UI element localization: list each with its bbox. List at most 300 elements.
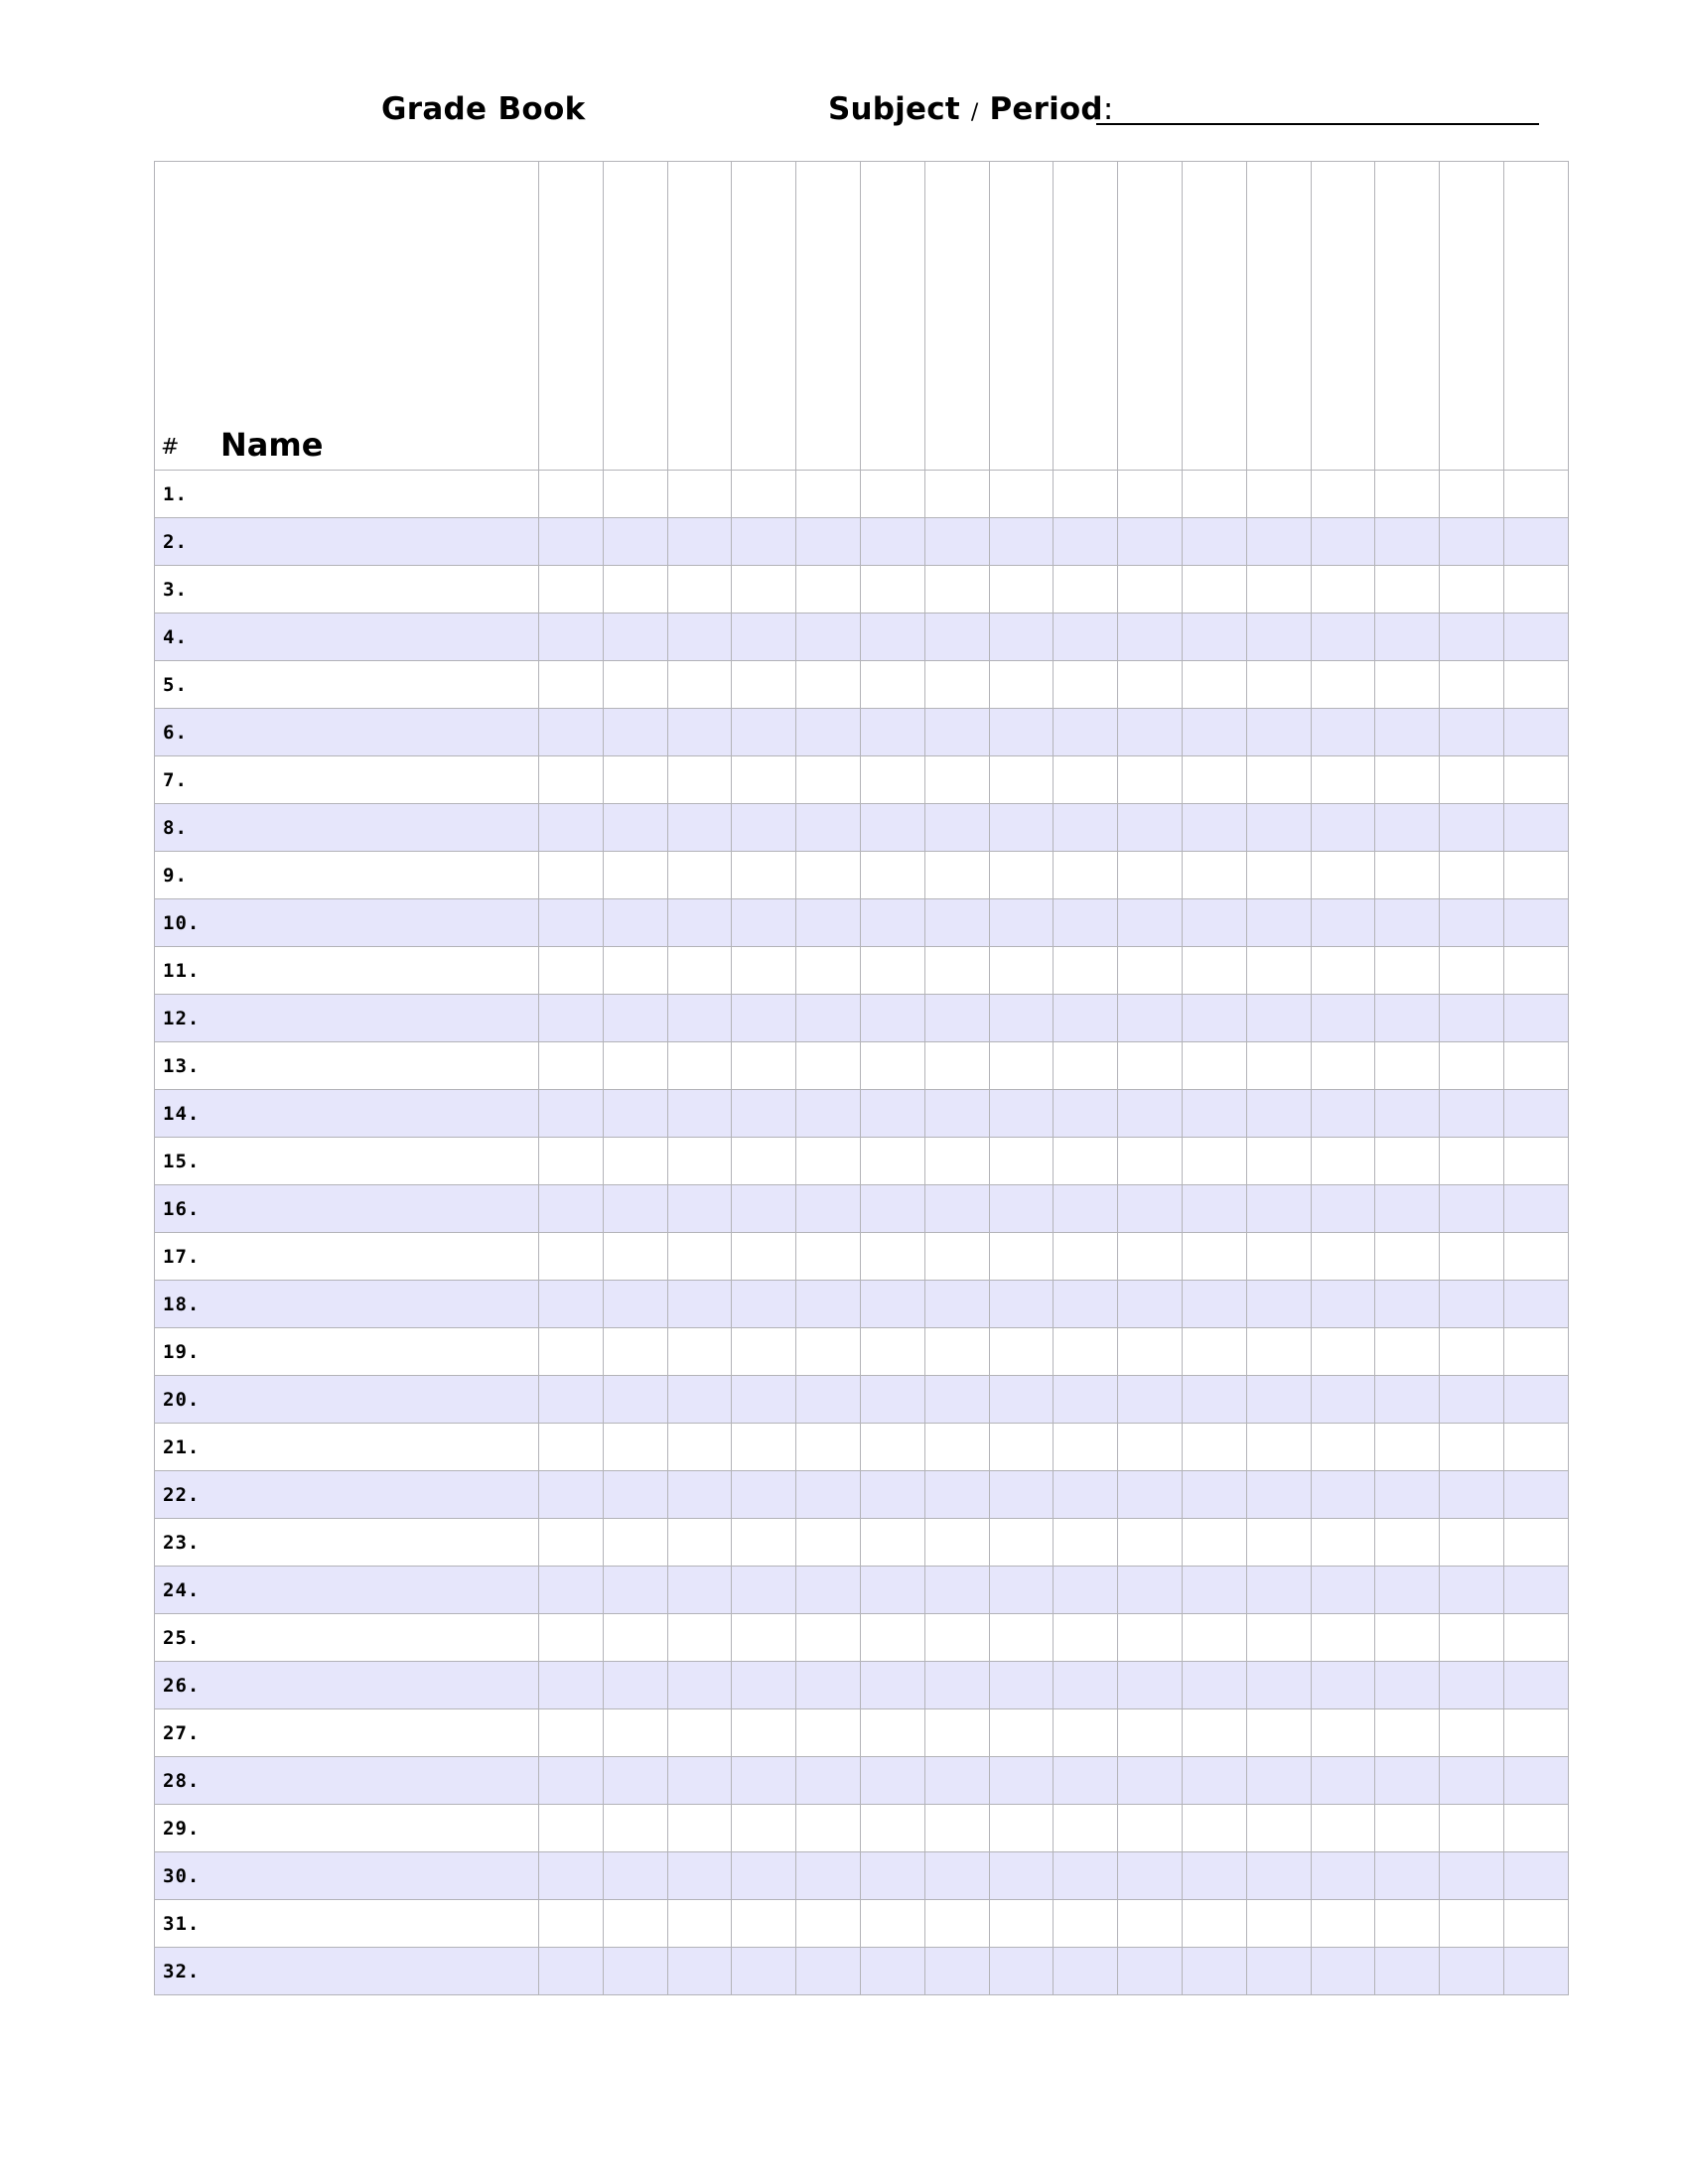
- grade-cell[interactable]: [860, 1233, 924, 1281]
- student-name-cell[interactable]: [155, 1138, 539, 1185]
- grade-cell[interactable]: [539, 756, 604, 804]
- grade-cell[interactable]: [1118, 899, 1183, 947]
- grade-column-header[interactable]: [1375, 162, 1440, 471]
- grade-cell[interactable]: [796, 566, 861, 614]
- grade-cell[interactable]: [860, 756, 924, 804]
- grade-cell[interactable]: [924, 1852, 989, 1900]
- grade-cell[interactable]: [603, 1614, 667, 1662]
- grade-cell[interactable]: [860, 899, 924, 947]
- grade-cell[interactable]: [1440, 1852, 1504, 1900]
- grade-cell[interactable]: [603, 1567, 667, 1614]
- grade-cell[interactable]: [989, 518, 1054, 566]
- grade-cell[interactable]: [1246, 1471, 1311, 1519]
- grade-cell[interactable]: [1375, 804, 1440, 852]
- student-name-cell[interactable]: [155, 1900, 539, 1948]
- grade-cell[interactable]: [1503, 1471, 1568, 1519]
- grade-cell[interactable]: [1503, 899, 1568, 947]
- grade-cell[interactable]: [1246, 1519, 1311, 1567]
- grade-cell[interactable]: [1182, 1662, 1246, 1709]
- grade-cell[interactable]: [667, 1567, 732, 1614]
- grade-cell[interactable]: [1182, 899, 1246, 947]
- grade-cell[interactable]: [1246, 1852, 1311, 1900]
- grade-column-header[interactable]: [796, 162, 861, 471]
- grade-cell[interactable]: [1118, 566, 1183, 614]
- grade-cell[interactable]: [1246, 1900, 1311, 1948]
- grade-cell[interactable]: [1182, 1233, 1246, 1281]
- grade-cell[interactable]: [1440, 995, 1504, 1042]
- grade-cell[interactable]: [603, 1900, 667, 1948]
- grade-cell[interactable]: [1311, 1614, 1375, 1662]
- grade-cell[interactable]: [1118, 1376, 1183, 1424]
- grade-cell[interactable]: [1182, 1900, 1246, 1948]
- grade-cell[interactable]: [989, 1138, 1054, 1185]
- grade-cell[interactable]: [1311, 1376, 1375, 1424]
- grade-cell[interactable]: [732, 1328, 796, 1376]
- grade-cell[interactable]: [1118, 1614, 1183, 1662]
- grade-cell[interactable]: [539, 1852, 604, 1900]
- grade-cell[interactable]: [667, 709, 732, 756]
- grade-cell[interactable]: [1246, 1376, 1311, 1424]
- grade-cell[interactable]: [1118, 1900, 1183, 1948]
- grade-cell[interactable]: [1118, 1662, 1183, 1709]
- student-name-cell[interactable]: [155, 899, 539, 947]
- grade-cell[interactable]: [1118, 1233, 1183, 1281]
- grade-cell[interactable]: [1182, 1614, 1246, 1662]
- grade-cell[interactable]: [1182, 1138, 1246, 1185]
- grade-cell[interactable]: [603, 1376, 667, 1424]
- grade-cell[interactable]: [924, 566, 989, 614]
- grade-cell[interactable]: [539, 566, 604, 614]
- grade-cell[interactable]: [539, 1042, 604, 1090]
- student-name-cell[interactable]: [155, 1328, 539, 1376]
- student-name-cell[interactable]: [155, 995, 539, 1042]
- grade-cell[interactable]: [1440, 1614, 1504, 1662]
- student-name-cell[interactable]: [155, 1948, 539, 1995]
- grade-cell[interactable]: [1246, 1805, 1311, 1852]
- grade-cell[interactable]: [1440, 566, 1504, 614]
- student-name-cell[interactable]: [155, 1185, 539, 1233]
- grade-cell[interactable]: [989, 471, 1054, 518]
- grade-cell[interactable]: [603, 1471, 667, 1519]
- grade-cell[interactable]: [732, 1519, 796, 1567]
- grade-column-header[interactable]: [1054, 162, 1118, 471]
- grade-cell[interactable]: [989, 1185, 1054, 1233]
- grade-cell[interactable]: [924, 756, 989, 804]
- grade-cell[interactable]: [924, 1376, 989, 1424]
- grade-cell[interactable]: [1375, 1614, 1440, 1662]
- grade-cell[interactable]: [989, 1948, 1054, 1995]
- grade-cell[interactable]: [1375, 1471, 1440, 1519]
- grade-cell[interactable]: [796, 899, 861, 947]
- grade-cell[interactable]: [1375, 1185, 1440, 1233]
- grade-cell[interactable]: [796, 471, 861, 518]
- grade-cell[interactable]: [1311, 566, 1375, 614]
- grade-cell[interactable]: [667, 1328, 732, 1376]
- grade-cell[interactable]: [1246, 518, 1311, 566]
- grade-cell[interactable]: [1375, 1519, 1440, 1567]
- grade-column-header[interactable]: [603, 162, 667, 471]
- grade-cell[interactable]: [1054, 1424, 1118, 1471]
- grade-cell[interactable]: [989, 1424, 1054, 1471]
- grade-cell[interactable]: [1440, 1042, 1504, 1090]
- student-name-cell[interactable]: [155, 1757, 539, 1805]
- grade-cell[interactable]: [1440, 1519, 1504, 1567]
- grade-cell[interactable]: [1503, 566, 1568, 614]
- grade-cell[interactable]: [1182, 1090, 1246, 1138]
- grade-cell[interactable]: [1311, 518, 1375, 566]
- grade-cell[interactable]: [667, 947, 732, 995]
- grade-cell[interactable]: [603, 1233, 667, 1281]
- grade-cell[interactable]: [796, 1614, 861, 1662]
- grade-cell[interactable]: [667, 899, 732, 947]
- grade-cell[interactable]: [1503, 1042, 1568, 1090]
- grade-cell[interactable]: [1440, 1424, 1504, 1471]
- grade-cell[interactable]: [1503, 1709, 1568, 1757]
- grade-cell[interactable]: [860, 566, 924, 614]
- grade-cell[interactable]: [989, 995, 1054, 1042]
- grade-cell[interactable]: [667, 471, 732, 518]
- student-name-cell[interactable]: [155, 1519, 539, 1567]
- grade-cell[interactable]: [732, 1471, 796, 1519]
- grade-cell[interactable]: [1246, 995, 1311, 1042]
- grade-cell[interactable]: [1118, 1424, 1183, 1471]
- grade-cell[interactable]: [1118, 1519, 1183, 1567]
- grade-cell[interactable]: [924, 1042, 989, 1090]
- grade-cell[interactable]: [1440, 1233, 1504, 1281]
- grade-cell[interactable]: [539, 1138, 604, 1185]
- grade-cell[interactable]: [796, 1948, 861, 1995]
- grade-cell[interactable]: [1118, 614, 1183, 661]
- grade-cell[interactable]: [1054, 1138, 1118, 1185]
- grade-cell[interactable]: [1246, 661, 1311, 709]
- grade-cell[interactable]: [796, 1471, 861, 1519]
- grade-cell[interactable]: [667, 1709, 732, 1757]
- grade-cell[interactable]: [732, 1233, 796, 1281]
- grade-cell[interactable]: [732, 1709, 796, 1757]
- grade-cell[interactable]: [539, 1233, 604, 1281]
- grade-cell[interactable]: [1311, 852, 1375, 899]
- grade-column-header[interactable]: [1440, 162, 1504, 471]
- grade-cell[interactable]: [924, 471, 989, 518]
- grade-cell[interactable]: [989, 614, 1054, 661]
- grade-cell[interactable]: [1118, 1805, 1183, 1852]
- grade-cell[interactable]: [1375, 899, 1440, 947]
- grade-cell[interactable]: [1118, 756, 1183, 804]
- grade-cell[interactable]: [1375, 471, 1440, 518]
- grade-cell[interactable]: [1311, 1424, 1375, 1471]
- grade-cell[interactable]: [1375, 1090, 1440, 1138]
- grade-cell[interactable]: [1375, 1424, 1440, 1471]
- student-name-cell[interactable]: [155, 1424, 539, 1471]
- grade-cell[interactable]: [1311, 1185, 1375, 1233]
- grade-cell[interactable]: [1311, 1757, 1375, 1805]
- grade-cell[interactable]: [732, 1376, 796, 1424]
- grade-cell[interactable]: [1503, 518, 1568, 566]
- grade-cell[interactable]: [1182, 756, 1246, 804]
- grade-cell[interactable]: [1311, 1805, 1375, 1852]
- grade-cell[interactable]: [539, 1948, 604, 1995]
- grade-cell[interactable]: [539, 709, 604, 756]
- grade-cell[interactable]: [989, 1662, 1054, 1709]
- grade-cell[interactable]: [667, 1233, 732, 1281]
- grade-cell[interactable]: [732, 947, 796, 995]
- grade-cell[interactable]: [860, 1471, 924, 1519]
- grade-cell[interactable]: [860, 804, 924, 852]
- grade-cell[interactable]: [667, 1376, 732, 1424]
- grade-cell[interactable]: [924, 852, 989, 899]
- grade-cell[interactable]: [1054, 1042, 1118, 1090]
- grade-cell[interactable]: [989, 1900, 1054, 1948]
- grade-cell[interactable]: [603, 518, 667, 566]
- grade-cell[interactable]: [539, 1519, 604, 1567]
- grade-cell[interactable]: [732, 566, 796, 614]
- grade-cell[interactable]: [1440, 1948, 1504, 1995]
- grade-cell[interactable]: [732, 1185, 796, 1233]
- grade-cell[interactable]: [1503, 1281, 1568, 1328]
- grade-cell[interactable]: [989, 1042, 1054, 1090]
- grade-cell[interactable]: [667, 661, 732, 709]
- grade-cell[interactable]: [796, 1281, 861, 1328]
- grade-cell[interactable]: [1246, 566, 1311, 614]
- grade-cell[interactable]: [732, 1805, 796, 1852]
- student-name-cell[interactable]: [155, 661, 539, 709]
- grade-cell[interactable]: [1054, 566, 1118, 614]
- grade-cell[interactable]: [1054, 1281, 1118, 1328]
- grade-cell[interactable]: [860, 471, 924, 518]
- grade-cell[interactable]: [603, 1138, 667, 1185]
- grade-cell[interactable]: [1503, 1948, 1568, 1995]
- grade-cell[interactable]: [1054, 1185, 1118, 1233]
- student-name-cell[interactable]: [155, 518, 539, 566]
- grade-cell[interactable]: [1440, 1757, 1504, 1805]
- grade-cell[interactable]: [989, 947, 1054, 995]
- grade-cell[interactable]: [1118, 1281, 1183, 1328]
- student-name-cell[interactable]: [155, 1042, 539, 1090]
- grade-cell[interactable]: [1375, 518, 1440, 566]
- grade-cell[interactable]: [1503, 1567, 1568, 1614]
- grade-cell[interactable]: [1503, 1185, 1568, 1233]
- grade-cell[interactable]: [1311, 1090, 1375, 1138]
- grade-cell[interactable]: [1375, 709, 1440, 756]
- grade-cell[interactable]: [1118, 471, 1183, 518]
- grade-cell[interactable]: [1054, 852, 1118, 899]
- grade-cell[interactable]: [1054, 614, 1118, 661]
- grade-cell[interactable]: [796, 1852, 861, 1900]
- grade-cell[interactable]: [1054, 1805, 1118, 1852]
- grade-cell[interactable]: [1375, 1805, 1440, 1852]
- grade-cell[interactable]: [989, 1471, 1054, 1519]
- grade-cell[interactable]: [603, 804, 667, 852]
- grade-cell[interactable]: [989, 1757, 1054, 1805]
- grade-cell[interactable]: [603, 709, 667, 756]
- grade-cell[interactable]: [1182, 1042, 1246, 1090]
- grade-cell[interactable]: [1054, 1662, 1118, 1709]
- grade-cell[interactable]: [667, 1519, 732, 1567]
- grade-cell[interactable]: [1182, 1805, 1246, 1852]
- grade-cell[interactable]: [1182, 1757, 1246, 1805]
- grade-cell[interactable]: [1182, 1185, 1246, 1233]
- grade-cell[interactable]: [1182, 947, 1246, 995]
- grade-cell[interactable]: [796, 1567, 861, 1614]
- grade-cell[interactable]: [539, 1567, 604, 1614]
- grade-cell[interactable]: [667, 1614, 732, 1662]
- grade-cell[interactable]: [796, 1709, 861, 1757]
- grade-cell[interactable]: [539, 471, 604, 518]
- student-name-cell[interactable]: [155, 471, 539, 518]
- grade-cell[interactable]: [1375, 1948, 1440, 1995]
- grade-column-header[interactable]: [924, 162, 989, 471]
- grade-cell[interactable]: [1503, 947, 1568, 995]
- grade-cell[interactable]: [539, 1709, 604, 1757]
- grade-cell[interactable]: [1375, 1662, 1440, 1709]
- grade-cell[interactable]: [860, 1376, 924, 1424]
- grade-cell[interactable]: [860, 1185, 924, 1233]
- student-name-cell[interactable]: [155, 1662, 539, 1709]
- grade-cell[interactable]: [1440, 756, 1504, 804]
- grade-cell[interactable]: [989, 1567, 1054, 1614]
- grade-cell[interactable]: [1503, 756, 1568, 804]
- grade-cell[interactable]: [732, 899, 796, 947]
- grade-cell[interactable]: [1311, 1709, 1375, 1757]
- grade-cell[interactable]: [860, 1900, 924, 1948]
- grade-cell[interactable]: [989, 1090, 1054, 1138]
- grade-cell[interactable]: [1503, 852, 1568, 899]
- grade-cell[interactable]: [732, 471, 796, 518]
- grade-cell[interactable]: [796, 1900, 861, 1948]
- student-name-cell[interactable]: [155, 1376, 539, 1424]
- grade-cell[interactable]: [1182, 804, 1246, 852]
- grade-cell[interactable]: [539, 1185, 604, 1233]
- grade-cell[interactable]: [1054, 1852, 1118, 1900]
- grade-cell[interactable]: [667, 1042, 732, 1090]
- grade-cell[interactable]: [667, 852, 732, 899]
- grade-cell[interactable]: [1182, 1567, 1246, 1614]
- grade-cell[interactable]: [860, 1042, 924, 1090]
- grade-cell[interactable]: [989, 1852, 1054, 1900]
- grade-cell[interactable]: [1440, 518, 1504, 566]
- grade-cell[interactable]: [732, 1852, 796, 1900]
- grade-cell[interactable]: [1246, 1709, 1311, 1757]
- grade-cell[interactable]: [1118, 1138, 1183, 1185]
- grade-cell[interactable]: [603, 1519, 667, 1567]
- grade-cell[interactable]: [1311, 1138, 1375, 1185]
- grade-cell[interactable]: [1503, 709, 1568, 756]
- grade-cell[interactable]: [539, 1090, 604, 1138]
- grade-cell[interactable]: [1503, 1805, 1568, 1852]
- grade-cell[interactable]: [860, 1709, 924, 1757]
- grade-cell[interactable]: [1375, 1709, 1440, 1757]
- grade-cell[interactable]: [667, 1662, 732, 1709]
- grade-cell[interactable]: [732, 1614, 796, 1662]
- grade-cell[interactable]: [1440, 947, 1504, 995]
- grade-cell[interactable]: [1054, 1614, 1118, 1662]
- grade-cell[interactable]: [860, 1805, 924, 1852]
- grade-cell[interactable]: [1311, 661, 1375, 709]
- grade-cell[interactable]: [667, 1424, 732, 1471]
- grade-cell[interactable]: [1375, 995, 1440, 1042]
- grade-cell[interactable]: [1503, 1090, 1568, 1138]
- grade-cell[interactable]: [1440, 1471, 1504, 1519]
- grade-cell[interactable]: [860, 1328, 924, 1376]
- grade-cell[interactable]: [732, 1948, 796, 1995]
- grade-cell[interactable]: [1054, 709, 1118, 756]
- grade-cell[interactable]: [1182, 1852, 1246, 1900]
- grade-cell[interactable]: [1246, 899, 1311, 947]
- grade-cell[interactable]: [667, 1757, 732, 1805]
- grade-cell[interactable]: [989, 899, 1054, 947]
- grade-cell[interactable]: [1246, 1281, 1311, 1328]
- grade-cell[interactable]: [924, 1519, 989, 1567]
- student-name-cell[interactable]: [155, 1233, 539, 1281]
- grade-cell[interactable]: [603, 1090, 667, 1138]
- grade-cell[interactable]: [1118, 1328, 1183, 1376]
- grade-cell[interactable]: [860, 518, 924, 566]
- grade-cell[interactable]: [1054, 518, 1118, 566]
- grade-cell[interactable]: [1311, 995, 1375, 1042]
- grade-cell[interactable]: [989, 1328, 1054, 1376]
- grade-cell[interactable]: [603, 1757, 667, 1805]
- grade-cell[interactable]: [1054, 1567, 1118, 1614]
- grade-cell[interactable]: [732, 614, 796, 661]
- grade-cell[interactable]: [732, 852, 796, 899]
- grade-cell[interactable]: [1054, 1328, 1118, 1376]
- grade-cell[interactable]: [1054, 1090, 1118, 1138]
- grade-cell[interactable]: [924, 1757, 989, 1805]
- grade-cell[interactable]: [1118, 1567, 1183, 1614]
- grade-cell[interactable]: [1503, 1376, 1568, 1424]
- grade-cell[interactable]: [1375, 1281, 1440, 1328]
- grade-cell[interactable]: [989, 566, 1054, 614]
- grade-cell[interactable]: [1118, 1185, 1183, 1233]
- grade-cell[interactable]: [1118, 947, 1183, 995]
- grade-cell[interactable]: [796, 614, 861, 661]
- grade-cell[interactable]: [796, 1185, 861, 1233]
- grade-cell[interactable]: [1054, 899, 1118, 947]
- grade-cell[interactable]: [603, 995, 667, 1042]
- grade-cell[interactable]: [1246, 1090, 1311, 1138]
- grade-cell[interactable]: [989, 1281, 1054, 1328]
- grade-cell[interactable]: [1375, 661, 1440, 709]
- grade-cell[interactable]: [1182, 1948, 1246, 1995]
- grade-cell[interactable]: [1440, 1138, 1504, 1185]
- grade-cell[interactable]: [1246, 1662, 1311, 1709]
- grade-cell[interactable]: [1311, 1662, 1375, 1709]
- grade-cell[interactable]: [860, 709, 924, 756]
- student-name-cell[interactable]: [155, 1090, 539, 1138]
- grade-cell[interactable]: [1182, 995, 1246, 1042]
- grade-cell[interactable]: [1054, 1376, 1118, 1424]
- grade-cell[interactable]: [732, 804, 796, 852]
- grade-cell[interactable]: [1440, 1090, 1504, 1138]
- student-name-cell[interactable]: [155, 1567, 539, 1614]
- grade-cell[interactable]: [539, 518, 604, 566]
- grade-cell[interactable]: [796, 1042, 861, 1090]
- grade-cell[interactable]: [732, 1662, 796, 1709]
- grade-cell[interactable]: [1118, 1090, 1183, 1138]
- grade-cell[interactable]: [1054, 661, 1118, 709]
- grade-cell[interactable]: [989, 1614, 1054, 1662]
- grade-cell[interactable]: [603, 1948, 667, 1995]
- student-name-cell[interactable]: [155, 804, 539, 852]
- grade-cell[interactable]: [860, 1138, 924, 1185]
- grade-cell[interactable]: [860, 1662, 924, 1709]
- student-name-cell[interactable]: [155, 1281, 539, 1328]
- grade-cell[interactable]: [539, 1614, 604, 1662]
- student-name-cell[interactable]: [155, 1471, 539, 1519]
- grade-cell[interactable]: [1311, 471, 1375, 518]
- grade-cell[interactable]: [603, 566, 667, 614]
- grade-cell[interactable]: [1182, 1519, 1246, 1567]
